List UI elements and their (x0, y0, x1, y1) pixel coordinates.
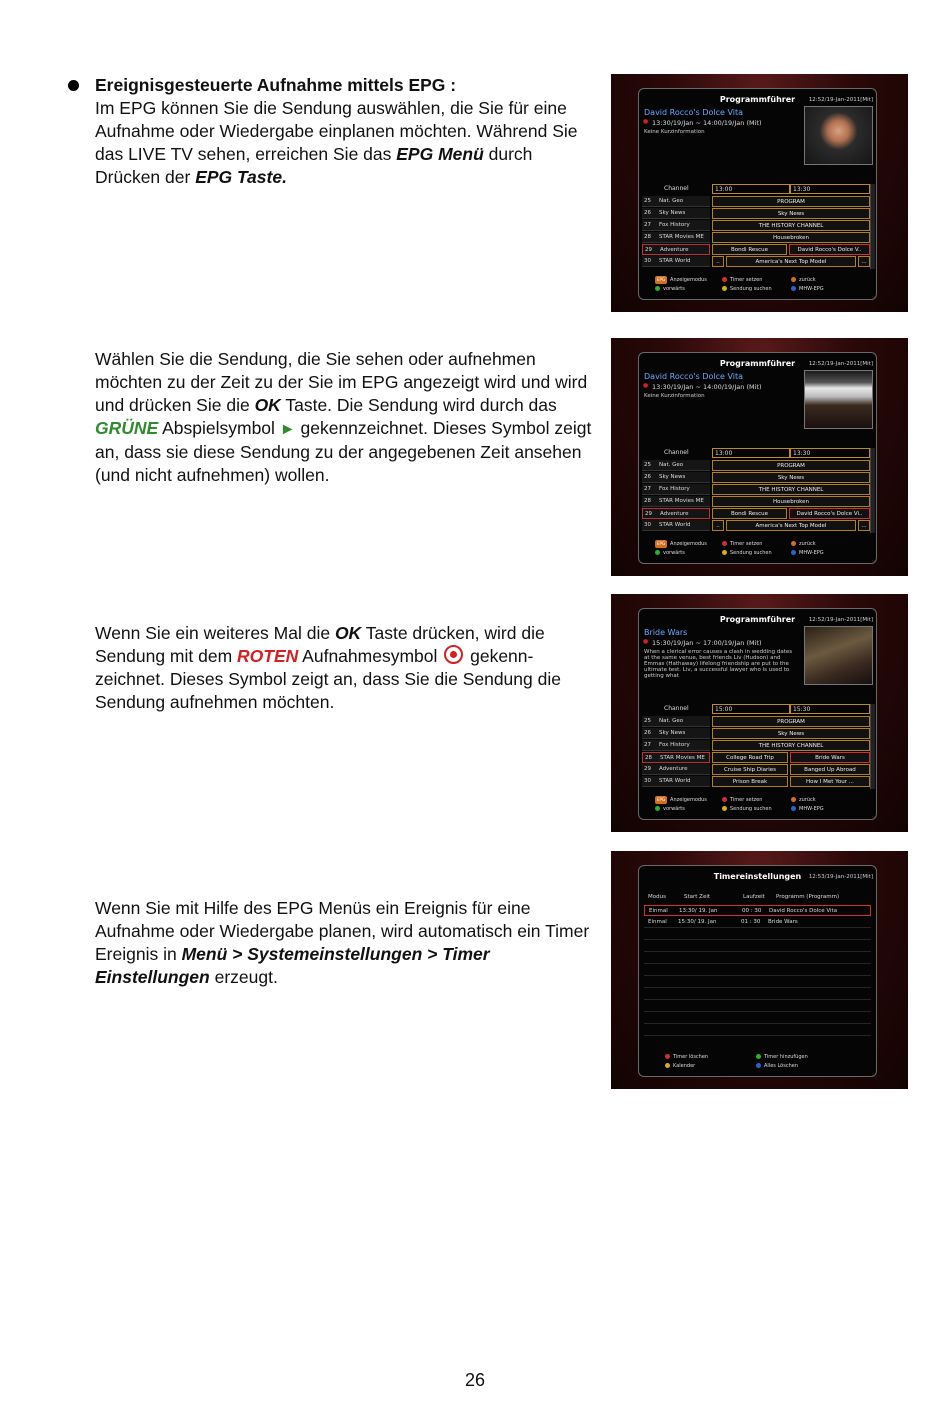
green-key-icon (655, 550, 660, 555)
legend-label: Timer setzen (730, 277, 763, 283)
legend-item (655, 549, 685, 557)
legend-label: zurück (799, 797, 816, 803)
legend-item (655, 805, 685, 813)
legend-label: Anzeigemodus (670, 541, 707, 547)
timer-screenshot (611, 851, 908, 1089)
timer-row-empty (644, 1013, 871, 1024)
paragraph-text: gekenn-zeichnet. Dieses Symbol zeigt an, dass Sie die Sendung die Sendung aufnehmen möchten. (95, 646, 561, 712)
legend-label: vorwärts (663, 806, 685, 812)
green-key-icon (655, 806, 660, 811)
time-header: 13:30 (790, 184, 870, 194)
timer-row-empty (644, 1025, 871, 1036)
channel-header: Channel (664, 705, 689, 712)
legend-item (665, 1062, 695, 1070)
red-emphasis-text: ROTEN (237, 646, 299, 666)
channel-name: STAR Movies ME (660, 755, 705, 761)
program-cell[interactable]: David Rocco's Dolce Vi.. (789, 508, 870, 519)
program-cell[interactable]: THE HISTORY CHANNEL (712, 484, 870, 495)
tv-screen (638, 865, 877, 1077)
channel-number: 30 (644, 522, 651, 528)
epg-screenshot (611, 338, 908, 576)
legend-item (655, 796, 707, 804)
legend-item (722, 805, 772, 813)
yellow-key-icon (722, 286, 727, 291)
screen-clock: 12:53/19-Jan-2011[Mit] (808, 874, 873, 880)
timer-row-empty (644, 941, 871, 952)
time-header: 15:00 (712, 704, 790, 714)
timer-duration: 01 : 30 (741, 919, 761, 925)
legend-label: MHW-EPG (799, 806, 824, 812)
channel-row[interactable] (642, 484, 710, 495)
timer-program: Bride Wars (768, 919, 798, 925)
channel-row[interactable] (642, 752, 710, 763)
channel-name: STAR World (659, 522, 691, 528)
channel-row[interactable] (642, 460, 710, 471)
channel-row[interactable] (642, 232, 710, 243)
section-record-select (95, 622, 600, 714)
green-key-icon (655, 286, 660, 291)
legend-item (665, 1053, 708, 1061)
column-header: Start Zeit (684, 894, 711, 900)
channel-name: Fox History (659, 222, 690, 228)
paragraph-text: erzeugt. (209, 967, 278, 987)
blue-key-icon (791, 806, 796, 811)
epg-key-icon: EPG (657, 797, 666, 802)
preview-thumbnail (804, 626, 873, 685)
emphasis-text: EPG Menü (396, 144, 484, 164)
channel-number: 26 (644, 210, 651, 216)
channel-number: 30 (644, 778, 651, 784)
program-time: ● 13:30/19/Jan ~ 14:00/19/Jan (Mit) (652, 119, 761, 127)
channel-row[interactable] (642, 776, 710, 787)
program-cell[interactable]: THE HISTORY CHANNEL (712, 220, 870, 231)
channel-name: Fox History (659, 486, 690, 492)
program-title: David Rocco's Dolce Vita (644, 372, 744, 381)
program-cell[interactable]: Sky News (712, 728, 870, 739)
program-cell[interactable]: Housebroken (712, 232, 870, 243)
channel-name: Sky News (659, 210, 686, 216)
screen-clock: 12:52/19-Jan-2011[Mit] (808, 97, 873, 103)
legend-item (791, 285, 824, 293)
timer-start: 15:30/ 19. Jan (678, 919, 717, 925)
epg-key-icon: EPG (657, 541, 666, 546)
timer-duration: 00 : 30 (742, 908, 762, 914)
blue-key-icon (791, 550, 796, 555)
column-header: Modus (648, 894, 666, 900)
legend-item (722, 285, 772, 293)
blue-key-icon (791, 286, 796, 291)
program-time: ● 13:30/19/Jan ~ 14:00/19/Jan (Mit) (652, 383, 761, 391)
timer-program: David Rocco's Dolce Vita (769, 908, 838, 914)
screen-title: Programmführer (719, 615, 796, 624)
program-info: Keine Kurzinformation (644, 129, 705, 135)
preview-thumbnail (804, 370, 873, 429)
legend-item (756, 1053, 808, 1061)
channel-name: Sky News (659, 730, 686, 736)
channel-number: 28 (645, 755, 652, 761)
channel-row[interactable] (642, 740, 710, 751)
screen-legend (639, 540, 876, 560)
section-heading: Ereignisgesteuerte Aufnahme mittels EPG : (95, 75, 457, 95)
timer-table-header (644, 892, 871, 902)
blue-key-icon (756, 1063, 761, 1068)
program-info: Keine Kurzinformation (644, 393, 705, 399)
bullet-icon (68, 80, 79, 91)
time-header: 13:30 (790, 448, 870, 458)
red-key-icon (722, 797, 727, 802)
channel-name: Nat. Geo (659, 198, 684, 204)
program-cell[interactable]: Housebroken (712, 496, 870, 507)
channel-number: 29 (644, 766, 651, 772)
screen-clock: 12:52/19-Jan-2011[Mit] (808, 617, 873, 623)
program-title: David Rocco's Dolce Vita (644, 108, 744, 117)
program-cell[interactable]: Sky News (712, 472, 870, 483)
page-number: 26 (464, 1370, 486, 1390)
red-key-icon (665, 1054, 670, 1059)
back-key-icon (791, 541, 796, 546)
screen-title: Timereinstellungen (713, 872, 802, 881)
legend-item (722, 540, 762, 548)
scrollbar[interactable] (870, 184, 875, 269)
legend-label: vorwärts (663, 286, 685, 292)
channel-row[interactable] (642, 520, 710, 531)
epg-screenshot (611, 594, 908, 832)
back-key-icon (791, 277, 796, 282)
timer-row-empty (644, 989, 871, 1000)
legend-item (655, 540, 707, 548)
program-cell[interactable]: ... (858, 520, 870, 531)
paragraph-text: Taste. Die Sendung wird durch das (280, 395, 557, 415)
channel-row[interactable] (642, 244, 710, 255)
screen-clock: 12:52/19-Jan-2011[Mit] (808, 361, 873, 367)
back-key-icon (791, 797, 796, 802)
legend-label: Sendung suchen (730, 806, 772, 812)
timer-row-empty (644, 953, 871, 964)
timer-row-empty (644, 965, 871, 976)
program-cell[interactable]: America's Next Top Model (726, 520, 856, 531)
timer-start: 13:30/ 19. Jan (679, 908, 718, 914)
column-header: Laufzeit (743, 894, 765, 900)
paragraph-text: Abspielsymbol (158, 418, 280, 438)
red-key-icon (722, 277, 727, 282)
timer-row-empty (644, 977, 871, 988)
legend-label: Timer setzen (730, 541, 763, 547)
legend-item (655, 276, 707, 284)
program-cell[interactable]: Bondi Rescue (712, 508, 787, 519)
screen-title: Programmführer (719, 359, 796, 368)
channel-number: 27 (644, 742, 651, 748)
program-cell[interactable]: Banged Up Abroad (790, 764, 870, 775)
paragraph-text: Wenn Sie mit Hilfe des EPG Menüs ein Ereignis für eine Aufnahme oder Wiedergabe planen, wird automatisch ein Timer Ereignis in (95, 898, 590, 964)
tv-screen (638, 88, 877, 300)
emphasis-text: OK (334, 623, 362, 643)
program-cell[interactable]: .. (712, 256, 724, 267)
timer-row[interactable] (644, 917, 871, 928)
emphasis-text: Menü > Systemeinstellungen > Timer Einstellungen (95, 944, 490, 987)
program-cell[interactable]: THE HISTORY CHANNEL (712, 740, 870, 751)
legend-label: MHW-EPG (799, 286, 824, 292)
channel-row[interactable] (642, 496, 710, 507)
channel-number: 27 (644, 222, 651, 228)
channel-name: Nat. Geo (659, 718, 684, 724)
program-cell[interactable]: .. (712, 520, 724, 531)
legend-item (791, 796, 816, 804)
channel-number: 28 (644, 498, 651, 504)
legend-item (655, 285, 685, 293)
scrollbar[interactable] (870, 704, 875, 789)
legend-label: zurück (799, 541, 816, 547)
green-emphasis-text: GRÜNE (95, 418, 159, 438)
channel-header: Channel (664, 449, 689, 456)
section-timer-info (95, 897, 600, 989)
channel-name: Adventure (659, 766, 688, 772)
epg-screenshot (611, 74, 908, 312)
program-cell[interactable]: Bride Wars (790, 752, 870, 763)
screen-legend (639, 796, 876, 816)
legend-item (722, 549, 772, 557)
program-cell[interactable]: America's Next Top Model (726, 256, 856, 267)
legend-item (791, 276, 816, 284)
red-key-icon (722, 541, 727, 546)
channel-row[interactable] (642, 256, 710, 267)
channel-name: Fox History (659, 742, 690, 748)
timer-row-empty (644, 929, 871, 940)
channel-number: 29 (645, 511, 652, 517)
legend-item (722, 796, 762, 804)
channel-row[interactable] (642, 196, 710, 207)
channel-row[interactable] (642, 508, 710, 519)
emphasis-text: OK (254, 395, 281, 415)
program-cell[interactable]: Bondi Rescue (712, 244, 787, 255)
legend-label: Alles Löschen (764, 1063, 798, 1069)
play-icon: ► (279, 421, 296, 438)
program-cell[interactable]: How I Met Your ... (790, 776, 870, 787)
channel-name: STAR World (659, 778, 691, 784)
yellow-key-icon (665, 1063, 670, 1068)
legend-label: Timer setzen (730, 797, 763, 803)
epg-key-icon: EPG (657, 277, 666, 282)
channel-number: 26 (644, 730, 651, 736)
paragraph-text: Im EPG können Sie die Sendung auswählen, die Sie für eine Aufnahme oder Wiedergabe einplanen möchten. Während Sie das LIVE TV sehen, erreichen Sie das (95, 98, 578, 164)
legend-label: Timer hinzufügen (764, 1054, 808, 1060)
paragraph-text: Taste drücken, wird die Sendung mit dem (95, 623, 545, 666)
program-cell[interactable]: David Rocco's Dolce V.. (789, 244, 870, 255)
program-title: Bride Wars (644, 628, 688, 637)
timer-mode: Einmal (648, 919, 667, 925)
channel-name: Sky News (659, 474, 686, 480)
channel-row[interactable] (642, 728, 710, 739)
channel-name: Adventure (660, 511, 689, 517)
timer-row[interactable] (644, 905, 871, 916)
legend-item (756, 1062, 798, 1070)
green-key-icon (756, 1054, 761, 1059)
program-cell[interactable]: PROGRAM (712, 460, 870, 471)
channel-number: 28 (644, 234, 651, 240)
legend-label: zurück (799, 277, 816, 283)
channel-number: 27 (644, 486, 651, 492)
legend-label: Anzeigemodus (670, 797, 707, 803)
program-cell[interactable]: PROGRAM (712, 716, 870, 727)
legend-label: Anzeigemodus (670, 277, 707, 283)
paragraph-text: Aufnahmesymbol (298, 646, 443, 666)
yellow-key-icon (722, 550, 727, 555)
screen-title: Programmführer (719, 95, 796, 104)
program-cell[interactable]: Sky News (712, 208, 870, 219)
program-time: ● 15:30/19/Jan ~ 17:00/19/Jan (Mit) (652, 639, 761, 647)
channel-row[interactable] (642, 472, 710, 483)
channel-number: 29 (645, 247, 652, 253)
column-header: Programm (Programm) (776, 894, 840, 900)
channel-number: 25 (644, 718, 651, 724)
tv-screen (638, 608, 877, 820)
channel-number: 30 (644, 258, 651, 264)
time-header: 15:30 (790, 704, 870, 714)
channel-name: STAR World (659, 258, 691, 264)
channel-header: Channel (664, 185, 689, 192)
timer-row-empty (644, 1001, 871, 1012)
emphasis-text: EPG Taste. (195, 167, 287, 187)
screen-legend (639, 276, 876, 296)
legend-label: MHW-EPG (799, 550, 824, 556)
program-cell[interactable]: College Road Trip (712, 752, 788, 763)
preview-thumbnail (804, 106, 873, 165)
epg-grid (639, 184, 876, 269)
screen-legend (639, 1053, 876, 1073)
section-epg-intro (95, 74, 600, 189)
record-icon (444, 645, 463, 664)
section-play-select (95, 348, 600, 487)
legend-item (722, 276, 762, 284)
channel-row[interactable] (642, 208, 710, 219)
channel-name: Adventure (660, 247, 689, 253)
tv-screen (638, 352, 877, 564)
epg-grid (639, 448, 876, 533)
epg-grid (639, 704, 876, 789)
scrollbar[interactable] (870, 448, 875, 533)
channel-number: 26 (644, 474, 651, 480)
legend-item (791, 540, 816, 548)
channel-row[interactable] (642, 764, 710, 775)
channel-row[interactable] (642, 220, 710, 231)
program-cell[interactable]: Cruise Ship Diaries (712, 764, 788, 775)
timer-mode: Einmal (649, 908, 668, 914)
program-cell[interactable]: PROGRAM (712, 196, 870, 207)
legend-item (791, 549, 824, 557)
paragraph-text: Wenn Sie ein weiteres Mal die (95, 623, 335, 643)
yellow-key-icon (722, 806, 727, 811)
legend-label: Kalender (673, 1063, 696, 1069)
channel-number: 25 (644, 462, 651, 468)
program-cell[interactable]: Prison Break (712, 776, 788, 787)
legend-label: Sendung suchen (730, 286, 772, 292)
channel-name: STAR Movies ME (659, 234, 704, 240)
paragraph-text: Wählen Sie die Sendung, die Sie sehen oder aufnehmen möchten zu der Zeit zu der Sie im EPG angezeigt wird und wird und drücken Sie die (95, 349, 588, 415)
program-cell[interactable]: ... (858, 256, 870, 267)
channel-name: STAR Movies ME (659, 498, 704, 504)
legend-label: vorwärts (663, 550, 685, 556)
legend-label: Timer löschen (673, 1054, 709, 1060)
paragraph-text: gekennzeichnet. Dieses Symbol zeigt an, dass sie diese Sendung zu der angegebenen Zeit ansehen (und nicht aufnehmen) wollen. (95, 418, 592, 485)
time-header: 13:00 (712, 448, 790, 458)
channel-number: 25 (644, 198, 651, 204)
legend-item (791, 805, 824, 813)
time-header: 13:00 (712, 184, 790, 194)
channel-name: Nat. Geo (659, 462, 684, 468)
channel-row[interactable] (642, 716, 710, 727)
legend-label: Sendung suchen (730, 550, 772, 556)
program-info: When a clerical error causes a clash in wedding dates at the same venue, best friends Liv (Hudson) and Emmas (Hathaway) lifelong friendship are put to the ultimate test. Liv, a successful lawyer who is used to getting what (644, 649, 793, 679)
paragraph-text: durch Drücken der (95, 144, 533, 187)
